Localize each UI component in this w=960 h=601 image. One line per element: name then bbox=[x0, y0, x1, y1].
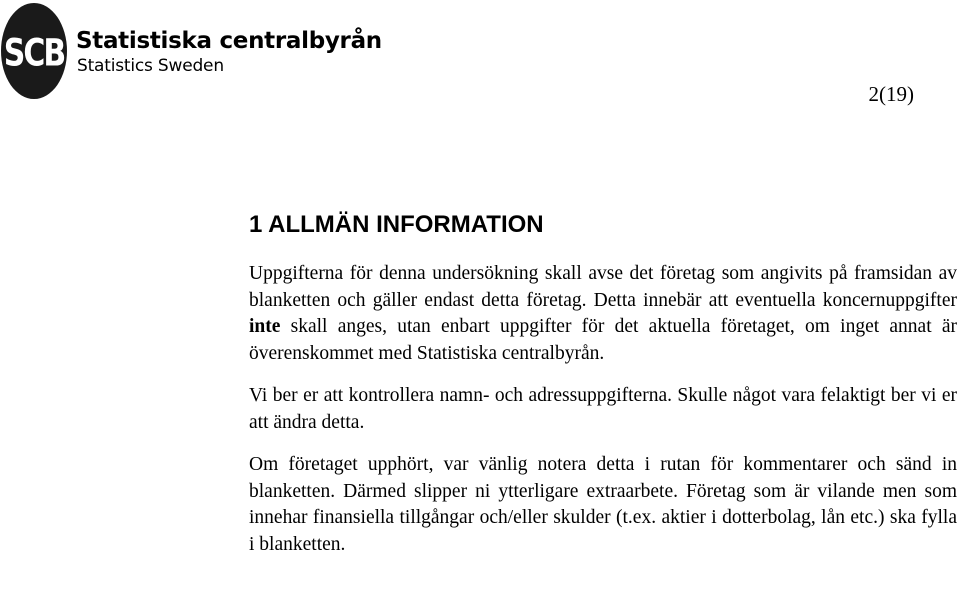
page-number: 2(19) bbox=[868, 82, 914, 106]
paragraph-scope-emphasis: inte bbox=[249, 316, 281, 337]
paragraph-scope-text-1: Uppgifterna för denna undersökning skall avse det företag som angivits på framsidan av blanketten och gäller endast detta företag. Detta innebär att eventuella koncernuppgifter bbox=[249, 263, 957, 311]
paragraph-check-address: Vi ber er att kontrollera namn- och adressuppgifterna. Skulle något vara felaktigt ber vi er att ändra detta. bbox=[249, 385, 957, 433]
section-heading: 1 ALLMÄN INFORMATION bbox=[249, 211, 544, 238]
section-general-information bbox=[249, 209, 957, 574]
paragraph-scope-text-2: skall anges, utan enbart uppgifter för det aktuella företaget, om inget annat är överenskommet med Statistiska centralbyrån. bbox=[249, 316, 957, 364]
paragraph-ceased-company: Om företaget upphört, var vänlig notera detta i rutan för kommentarer och sänd in blanketten. Därmed slipper ni ytterligare extraarbete. Företag som är vilande men som innehar finansiella tillgångar och/eller skulder (t.ex. aktier i dotterbolag, lån etc.) ska fylla i blanketten. bbox=[249, 454, 957, 555]
logo-subtitle: Statistics Sweden bbox=[77, 56, 224, 76]
paragraph-scope bbox=[249, 261, 957, 367]
logo-name: Statistiska centralbyrån bbox=[76, 28, 382, 54]
scb-logo bbox=[0, 2, 400, 102]
scb-logo-mark bbox=[0, 2, 68, 100]
scb-logo-mark-text: SCB bbox=[3, 31, 65, 76]
